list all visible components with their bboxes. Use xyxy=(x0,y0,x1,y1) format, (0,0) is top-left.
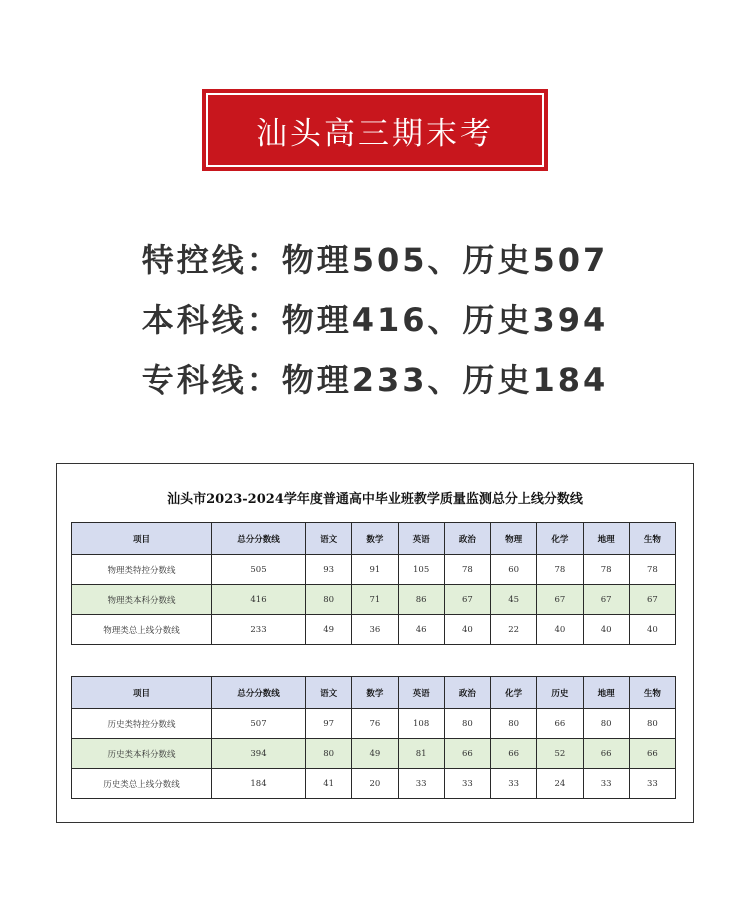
table-cell: 33 xyxy=(629,769,675,799)
header-cell: 化学 xyxy=(537,523,583,555)
table-cell: 105 xyxy=(398,555,444,585)
table-cell: 78 xyxy=(444,555,490,585)
header-cell: 数学 xyxy=(352,677,398,709)
table-cell: 36 xyxy=(352,615,398,645)
header-cell: 总分分数线 xyxy=(212,523,306,555)
table-cell: 86 xyxy=(398,585,444,615)
table-cell: 33 xyxy=(398,769,444,799)
table-cell: 78 xyxy=(537,555,583,585)
table-cell: 507 xyxy=(212,709,306,739)
table-row xyxy=(72,555,676,585)
header-cell: 政治 xyxy=(444,677,490,709)
table-cell: 物理类本科分数线 xyxy=(72,585,212,615)
table-cell: 物理类特控分数线 xyxy=(72,555,212,585)
header-cell: 生物 xyxy=(629,523,675,555)
table-cell: 67 xyxy=(629,585,675,615)
table-cell: 49 xyxy=(306,615,352,645)
header-cell: 物理 xyxy=(491,523,537,555)
table-cell: 80 xyxy=(629,709,675,739)
header-cell: 项目 xyxy=(72,677,212,709)
table-cell: 33 xyxy=(583,769,629,799)
document-title: 汕头市2023-2024学年度普通高中毕业班教学质量监测总分上线分数线 xyxy=(167,492,583,507)
table-row xyxy=(72,585,676,615)
table-row xyxy=(72,739,676,769)
table-cell: 66 xyxy=(583,739,629,769)
header-cell: 语文 xyxy=(306,523,352,555)
table-cell: 505 xyxy=(212,555,306,585)
table-cell: 45 xyxy=(491,585,537,615)
table-cell: 71 xyxy=(352,585,398,615)
banner-title: 汕头高三期末考 xyxy=(206,93,544,167)
table-cell: 52 xyxy=(537,739,583,769)
summary-line-vocational: 专科线：物理233、历史184 xyxy=(141,361,609,399)
table-cell: 46 xyxy=(398,615,444,645)
table-cell: 历史类总上线分数线 xyxy=(72,769,212,799)
table-cell: 67 xyxy=(444,585,490,615)
header-cell: 化学 xyxy=(491,677,537,709)
table-cell: 81 xyxy=(398,739,444,769)
table-cell: 22 xyxy=(491,615,537,645)
header-cell: 英语 xyxy=(398,677,444,709)
header-cell: 生物 xyxy=(629,677,675,709)
table-cell: 40 xyxy=(537,615,583,645)
table-cell: 物理类总上线分数线 xyxy=(72,615,212,645)
table-cell: 80 xyxy=(306,739,352,769)
table-cell: 66 xyxy=(491,739,537,769)
summary-line-top: 特控线：物理505、历史507 xyxy=(141,241,609,279)
table-cell: 33 xyxy=(491,769,537,799)
table-cell: 394 xyxy=(212,739,306,769)
table-cell: 80 xyxy=(491,709,537,739)
table-cell: 67 xyxy=(583,585,629,615)
table-cell: 40 xyxy=(629,615,675,645)
score-document xyxy=(56,463,694,823)
table-cell: 108 xyxy=(398,709,444,739)
summary-lines xyxy=(0,236,750,416)
header-cell: 语文 xyxy=(306,677,352,709)
table-cell: 80 xyxy=(444,709,490,739)
table-cell: 233 xyxy=(212,615,306,645)
table-cell: 76 xyxy=(352,709,398,739)
table-cell: 33 xyxy=(444,769,490,799)
header-cell: 英语 xyxy=(398,523,444,555)
table-cell: 历史类特控分数线 xyxy=(72,709,212,739)
header-cell: 历史 xyxy=(537,677,583,709)
table-cell: 67 xyxy=(537,585,583,615)
table-cell: 97 xyxy=(306,709,352,739)
table-row xyxy=(72,709,676,739)
summary-line-undergrad: 本科线：物理416、历史394 xyxy=(141,301,609,339)
table-cell: 80 xyxy=(306,585,352,615)
table-cell: 41 xyxy=(306,769,352,799)
header-cell: 总分分数线 xyxy=(212,677,306,709)
table-cell: 20 xyxy=(352,769,398,799)
table-cell: 184 xyxy=(212,769,306,799)
table-cell: 60 xyxy=(491,555,537,585)
table-header-row xyxy=(72,523,676,555)
header-cell: 政治 xyxy=(444,523,490,555)
table-row xyxy=(72,615,676,645)
physics-score-table xyxy=(71,522,676,645)
header-cell: 地理 xyxy=(583,523,629,555)
table-cell: 40 xyxy=(583,615,629,645)
table-cell: 66 xyxy=(537,709,583,739)
table-row xyxy=(72,769,676,799)
table-cell: 78 xyxy=(629,555,675,585)
table-cell: 49 xyxy=(352,739,398,769)
table-cell: 78 xyxy=(583,555,629,585)
table-cell: 91 xyxy=(352,555,398,585)
table-cell: 93 xyxy=(306,555,352,585)
table-cell: 66 xyxy=(629,739,675,769)
table-cell: 66 xyxy=(444,739,490,769)
header-cell: 地理 xyxy=(583,677,629,709)
table-cell: 24 xyxy=(537,769,583,799)
table-cell: 历史类本科分数线 xyxy=(72,739,212,769)
header-cell: 项目 xyxy=(72,523,212,555)
title-banner xyxy=(202,89,548,171)
table-cell: 416 xyxy=(212,585,306,615)
history-score-table xyxy=(71,676,676,799)
table-header-row xyxy=(72,677,676,709)
header-cell: 数学 xyxy=(352,523,398,555)
table-cell: 80 xyxy=(583,709,629,739)
table-cell: 40 xyxy=(444,615,490,645)
